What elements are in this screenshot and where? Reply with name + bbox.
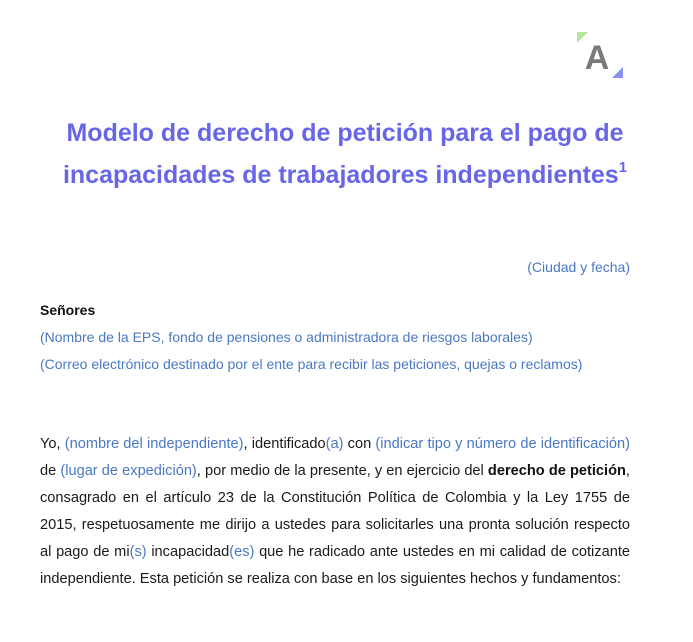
title-text: Modelo de derecho de petición para el pago de incapacidades de trabajadores independientes [62,119,624,189]
body-paragraph [40,431,630,593]
name-placeholder: (nombre del independiente) [64,436,244,452]
body-text: , identificado [243,436,326,452]
email-placeholder: (Correo electrónico destinado por el ente para recibir las peticiones, quejas o reclamos) [40,356,583,372]
svg-text:A: A [584,39,610,77]
body-text: con [343,436,376,452]
addressee-block [40,297,630,378]
footnote-marker[interactable]: 1 [618,158,628,176]
date-placeholder: (Ciudad y fecha) [527,259,630,275]
document-title [40,112,650,196]
bold-term: derecho de petición [487,463,626,479]
body-text: Yo, [40,436,65,452]
entity-placeholder: (Nombre de la EPS, fondo de pensiones o administradora de riesgos laborales) [40,329,533,345]
body-text: , por medio de la presente, y en ejercicio del [196,463,488,479]
gender-placeholder: (a) [325,436,344,452]
greeting: Señores [40,302,96,318]
brand-logo [577,32,623,78]
logo-icon [577,32,623,78]
body-text: , consagrado en el artículo 23 de la Constitución Política de Colombia y la Ley 1755 de 2015, respetuosamente me dirijo a ustedes para solicitarles una pronta solución respecto al pago de mi [40,463,630,560]
issue-place-placeholder: (lugar de expedición) [60,463,197,479]
body-text: de [40,463,61,479]
plural-placeholder: (es) [229,544,255,560]
body-text: incapacidad [146,544,230,560]
plural-placeholder: (s) [129,544,147,560]
id-type-placeholder: (indicar tipo y número de identificación) [375,436,630,452]
body-text: que he radicado ante ustedes en mi calidad de cotizante independiente. Esta petición se realiza con base en los siguientes hechos y fundamentos: [40,544,631,587]
